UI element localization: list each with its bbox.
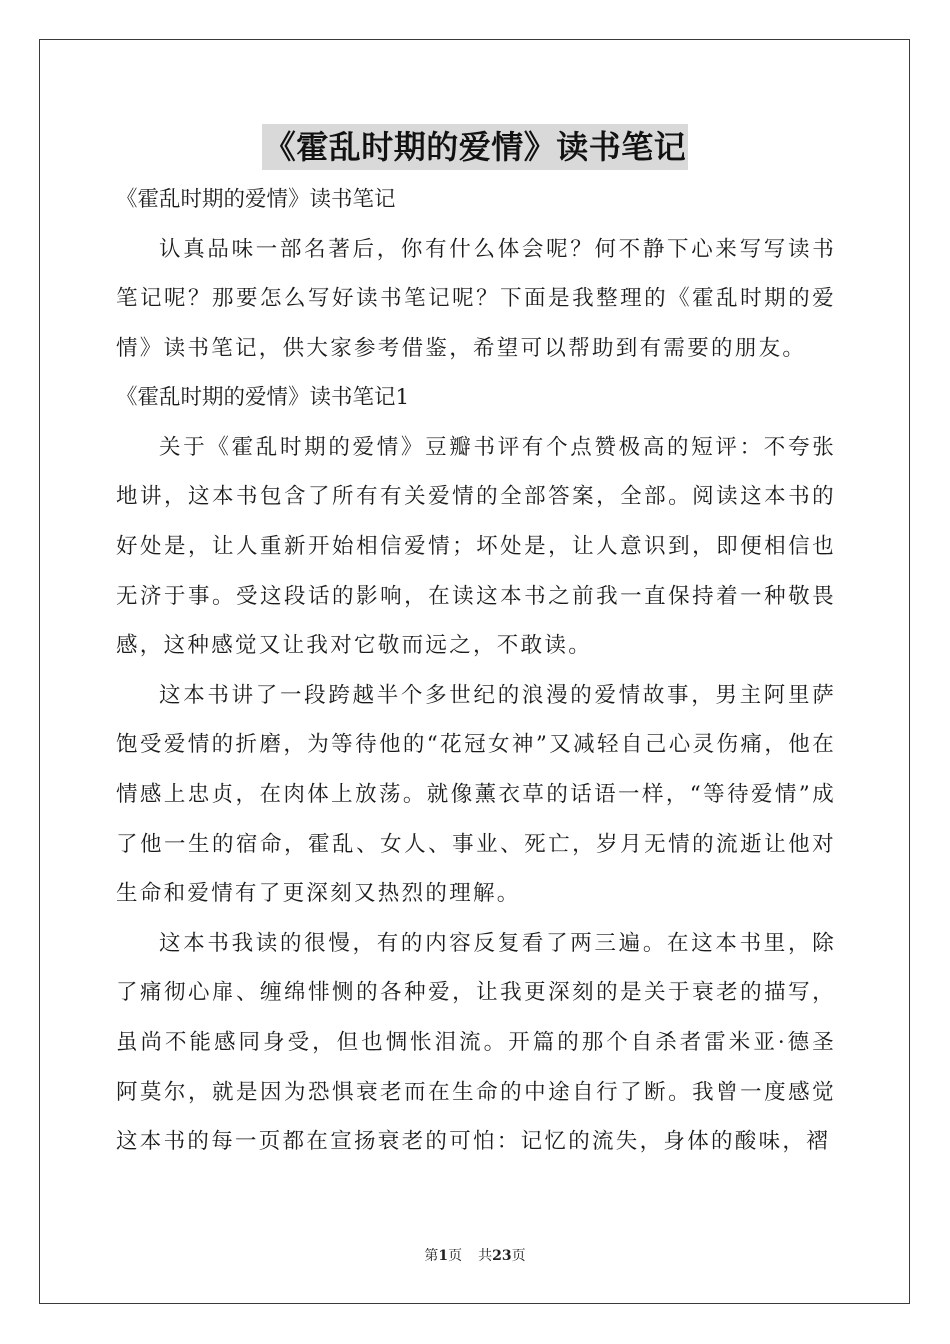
- document-subtitle: 《霍乱时期的爱情》读书笔记: [116, 187, 396, 212]
- total-unit: 页: [511, 1248, 526, 1264]
- total-prefix: 共: [478, 1248, 493, 1264]
- page-unit: 页: [448, 1248, 463, 1264]
- page-prefix: 第: [424, 1248, 439, 1264]
- title-area: [0, 124, 950, 170]
- body-paragraph: 这本书讲了一段跨越半个多世纪的浪漫的爱情故事，男主阿里萨饱受爱情的折磨，为等待他的“花冠女神”又减轻自己心灵伤痛，他在情感上忠贞，在肉体上放荡。就像薰衣草的话语一样，“等待爱情”成了他一生的宿命，霍乱、女人、事业、死亡，岁月无情的流逝让他对生命和爱情有了更深刻又热烈的理解。: [116, 682, 836, 907]
- section-heading: 《霍乱时期的爱情》读书笔记1: [116, 385, 410, 411]
- page-footer: [0, 1245, 950, 1265]
- body-paragraph: 这本书我读的很慢，有的内容反复看了两三遍。在这本书里，除了痛彻心扉、缠绵悱恻的各种爱，让我更深刻的是关于衰老的描写，虽尚不能感同身受，但也惆怅泪流。开篇的那个自杀者雷米亚·德圣阿莫尔，就是因为恐惧衰老而在生命的中途自行了断。我曾一度感觉这本书的每一页都在宣扬衰老的可怕：记忆的流失，身体的酸味，褶: [116, 930, 836, 1155]
- body-paragraph: 关于《霍乱时期的爱情》豆瓣书评有个点赞极高的短评：不夸张地讲，这本书包含了所有有关爱情的全部答案，全部。阅读这本书的好处是，让人重新开始相信爱情；坏处是，让人意识到，即便相信也无济于事。受这段话的影响，在读这本书之前我一直保持着一种敬畏感，这种感觉又让我对它敬而远之，不敢读。: [116, 434, 836, 659]
- document-body: [116, 175, 836, 1167]
- intro-paragraph: 认真品味一部名著后，你有什么体会呢？何不静下心来写写读书笔记呢？那要怎么写好读书笔记呢？下面是我整理的《霍乱时期的爱情》读书笔记，供大家参考借鉴，希望可以帮助到有需要的朋友。: [116, 236, 836, 361]
- page-number: 1: [438, 1248, 449, 1264]
- document-title: 《霍乱时期的爱情》读书笔记: [262, 124, 689, 170]
- total-pages: 23: [492, 1248, 512, 1264]
